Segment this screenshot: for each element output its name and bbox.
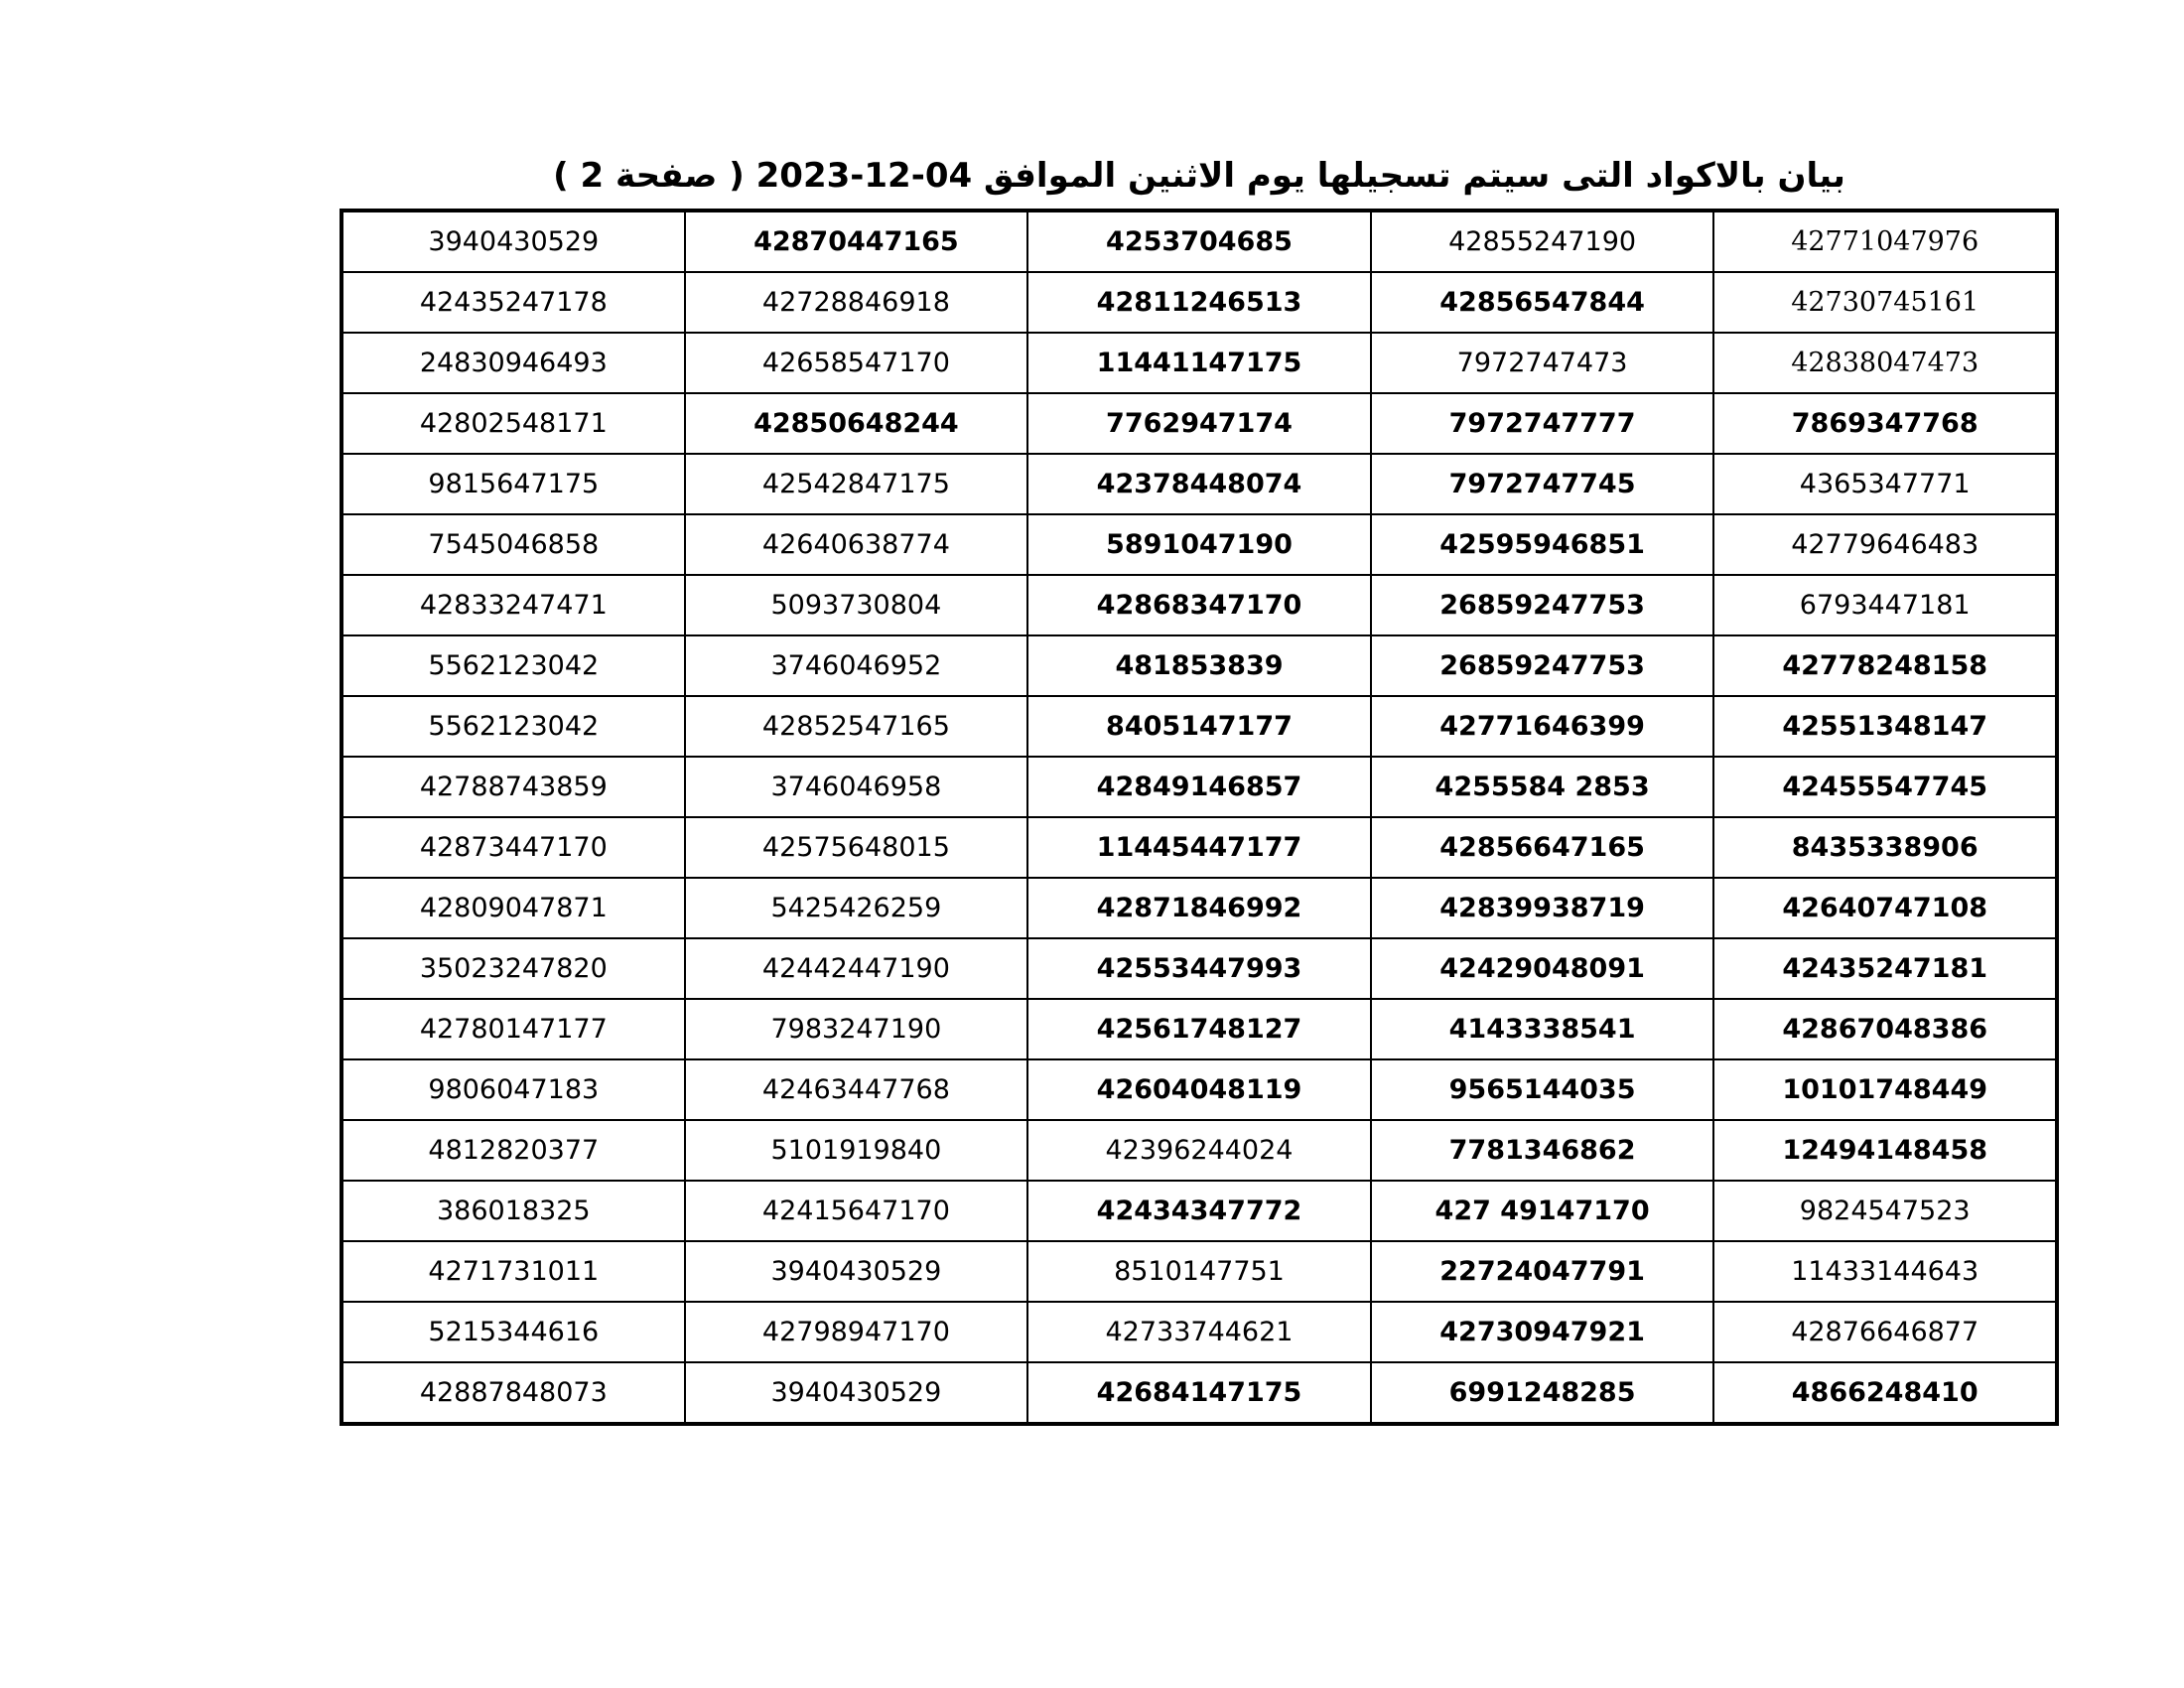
code-cell: 42852547165	[685, 696, 1028, 757]
code-cell: 5093730804	[685, 575, 1028, 635]
code-cell: 42771646399	[1371, 696, 1714, 757]
table-row	[341, 878, 2057, 938]
code-cell: 10101748449	[1713, 1059, 2057, 1120]
code-cell: 4812820377	[341, 1120, 685, 1181]
code-cell: 7869347768	[1713, 393, 2057, 454]
code-cell: 6991248285	[1371, 1362, 1714, 1424]
code-cell: 42873447170	[341, 817, 685, 878]
code-cell: 42551348147	[1713, 696, 2057, 757]
table-row	[341, 211, 2057, 272]
code-cell: 4866248410	[1713, 1362, 2057, 1424]
code-cell: 8405147177	[1027, 696, 1371, 757]
code-cell: 7762947174	[1027, 393, 1371, 454]
code-cell: 42778248158	[1713, 635, 2057, 696]
code-cell: 3746046952	[685, 635, 1028, 696]
code-cell: 42434347772	[1027, 1181, 1371, 1241]
code-cell: 4143338541	[1371, 999, 1714, 1059]
code-cell: 42733744621	[1027, 1302, 1371, 1362]
code-cell: 35023247820	[341, 938, 685, 999]
code-cell: 7972747473	[1371, 333, 1714, 393]
table-row	[341, 514, 2057, 575]
code-cell: 42561748127	[1027, 999, 1371, 1059]
code-cell: 9806047183	[341, 1059, 685, 1120]
code-cell: 42868347170	[1027, 575, 1371, 635]
code-cell: 5101919840	[685, 1120, 1028, 1181]
table-row	[341, 1362, 2057, 1424]
code-cell: 42788743859	[341, 757, 685, 817]
code-cell: 3940430529	[685, 1241, 1028, 1302]
code-cell: 3940430529	[685, 1362, 1028, 1424]
code-cell: 8510147751	[1027, 1241, 1371, 1302]
code-cell: 42415647170	[685, 1181, 1028, 1241]
table-row	[341, 272, 2057, 333]
code-cell: 9565144035	[1371, 1059, 1714, 1120]
code-cell: 42429048091	[1371, 938, 1714, 999]
code-cell: 9815647175	[341, 454, 685, 514]
table-row	[341, 1059, 2057, 1120]
table-row	[341, 454, 2057, 514]
code-cell: 42870447165	[685, 211, 1028, 272]
code-cell: 42876646877	[1713, 1302, 2057, 1362]
code-cell: 42730745161	[1713, 272, 2057, 333]
code-cell: 42435247178	[341, 272, 685, 333]
code-cell: 7972747777	[1371, 393, 1714, 454]
code-cell: 3940430529	[341, 211, 685, 272]
code-cell: 42833247471	[341, 575, 685, 635]
code-cell: 6793447181	[1713, 575, 2057, 635]
code-cell: 42809047871	[341, 878, 685, 938]
code-cell: 26859247753	[1371, 575, 1714, 635]
code-cell: 11441147175	[1027, 333, 1371, 393]
code-cell: 9824547523	[1713, 1181, 2057, 1241]
code-cell: 42802548171	[341, 393, 685, 454]
table-row	[341, 938, 2057, 999]
code-cell: 42730947921	[1371, 1302, 1714, 1362]
code-cell: 386018325	[341, 1181, 685, 1241]
code-cell: 3746046958	[685, 757, 1028, 817]
code-cell: 42542847175	[685, 454, 1028, 514]
code-cell: 42849146857	[1027, 757, 1371, 817]
code-cell: 11445447177	[1027, 817, 1371, 878]
table-row	[341, 1120, 2057, 1181]
code-cell: 5562123042	[341, 635, 685, 696]
code-cell: 7781346862	[1371, 1120, 1714, 1181]
table-row	[341, 575, 2057, 635]
code-cell: 42728846918	[685, 272, 1028, 333]
code-cell: 42856547844	[1371, 272, 1714, 333]
code-cell: 42867048386	[1713, 999, 2057, 1059]
code-cell: 42811246513	[1027, 272, 1371, 333]
code-cell: 5562123042	[341, 696, 685, 757]
table-row	[341, 757, 2057, 817]
table-row	[341, 817, 2057, 878]
code-cell: 4365347771	[1713, 454, 2057, 514]
code-cell: 42640747108	[1713, 878, 2057, 938]
table-row	[341, 393, 2057, 454]
code-cell: 4255584 2853	[1371, 757, 1714, 817]
page-title: بيان بالاكواد التى سيتم تسجيلها يوم الاثنين الموافق 04-12-2023 ( صفحة 2 )	[553, 156, 1845, 196]
code-cell: 5425426259	[685, 878, 1028, 938]
code-cell: 42887848073	[341, 1362, 685, 1424]
code-cell: 5215344616	[341, 1302, 685, 1362]
code-cell: 42684147175	[1027, 1362, 1371, 1424]
code-cell: 4271731011	[341, 1241, 685, 1302]
code-cell: 7972747745	[1371, 454, 1714, 514]
code-cell: 7545046858	[341, 514, 685, 575]
code-cell: 42553447993	[1027, 938, 1371, 999]
codes-table	[340, 209, 2059, 1426]
code-cell: 7983247190	[685, 999, 1028, 1059]
code-cell: 42575648015	[685, 817, 1028, 878]
codes-table-body	[341, 211, 2057, 1424]
code-cell: 8435338906	[1713, 817, 2057, 878]
code-cell: 42780147177	[341, 999, 685, 1059]
code-cell: 42798947170	[685, 1302, 1028, 1362]
code-cell: 42435247181	[1713, 938, 2057, 999]
code-cell: 11433144643	[1713, 1241, 2057, 1302]
code-cell: 42463447768	[685, 1059, 1028, 1120]
code-cell: 481853839	[1027, 635, 1371, 696]
code-cell: 42658547170	[685, 333, 1028, 393]
code-cell: 42871846992	[1027, 878, 1371, 938]
code-cell: 42378448074	[1027, 454, 1371, 514]
code-cell: 5891047190	[1027, 514, 1371, 575]
code-cell: 42604048119	[1027, 1059, 1371, 1120]
table-row	[341, 1181, 2057, 1241]
code-cell: 26859247753	[1371, 635, 1714, 696]
table-row	[341, 333, 2057, 393]
code-cell: 42771047976	[1713, 211, 2057, 272]
code-cell: 42455547745	[1713, 757, 2057, 817]
code-cell: 42855247190	[1371, 211, 1714, 272]
table-row	[341, 635, 2057, 696]
table-row	[341, 999, 2057, 1059]
code-cell: 427 49147170	[1371, 1181, 1714, 1241]
code-cell: 12494148458	[1713, 1120, 2057, 1181]
code-cell: 22724047791	[1371, 1241, 1714, 1302]
table-row	[341, 1241, 2057, 1302]
code-cell: 42850648244	[685, 393, 1028, 454]
code-cell: 42595946851	[1371, 514, 1714, 575]
code-cell: 42838047473	[1713, 333, 2057, 393]
code-cell: 42396244024	[1027, 1120, 1371, 1181]
code-cell: 4253704685	[1027, 211, 1371, 272]
code-cell: 42779646483	[1713, 514, 2057, 575]
table-row	[341, 696, 2057, 757]
table-row	[341, 1302, 2057, 1362]
code-cell: 42856647165	[1371, 817, 1714, 878]
code-cell: 42442447190	[685, 938, 1028, 999]
code-cell: 42839938719	[1371, 878, 1714, 938]
code-cell: 42640638774	[685, 514, 1028, 575]
code-cell: 24830946493	[341, 333, 685, 393]
